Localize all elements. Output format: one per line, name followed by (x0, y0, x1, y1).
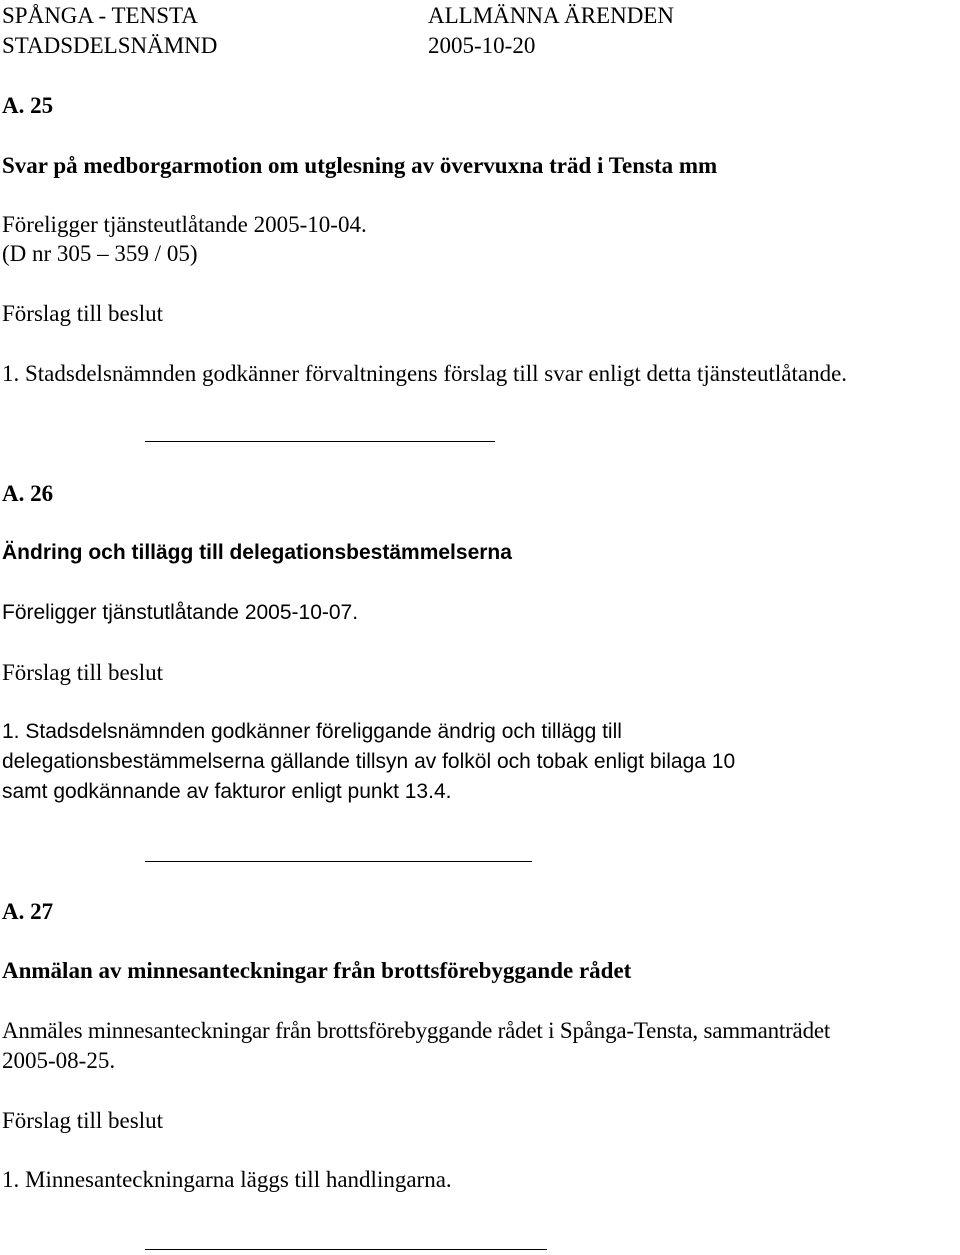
section-intro: Föreligger tjänstutlåtande 2005-10-07. (2, 601, 359, 624)
header-date: 2005-10-20 (428, 33, 536, 58)
decision-text: 1. Minnesanteckningarna läggs till handlingarna. (2, 1167, 452, 1192)
proposal-label: Förslag till beslut (2, 301, 163, 326)
header-right-line1: ALLMÄNNA ÄRENDEN (428, 3, 674, 28)
proposal-label: Förslag till beslut (2, 660, 163, 685)
separator-rule (145, 1249, 547, 1250)
section-number: A. 26 (2, 481, 54, 506)
decision-text: 1. Stadsdelsnämnden godkänner förvaltningens förslag till svar enligt detta tjänsteutlåtande. (2, 361, 848, 386)
section-intro: Föreligger tjänsteutlåtande 2005-10-04. (2, 212, 367, 237)
section-number: A. 27 (2, 899, 54, 924)
separator-rule (145, 861, 532, 862)
section-intro: Anmäles minnesanteckningar från brottsförebyggande rådet i Spånga-Tensta, sammanträdet (2, 1018, 831, 1043)
section-intro: 2005-08-25. (2, 1048, 116, 1073)
header-left-line1: SPÅNGA - TENSTA (2, 3, 198, 28)
decision-text: samt godkännande av fakturor enligt punkt 13.4. (2, 780, 452, 803)
section-number: A. 25 (2, 93, 54, 118)
section-title: Ändring och tillägg till delegationsbestämmelserna (2, 541, 512, 564)
section-title: Anmälan av minnesanteckningar från brottsförebyggande rådet (2, 958, 632, 983)
separator-rule (145, 441, 495, 442)
section-title: Svar på medborgarmotion om utglesning av övervuxna träd i Tensta mm (2, 153, 718, 178)
proposal-label: Förslag till beslut (2, 1108, 163, 1133)
decision-text: 1. Stadsdelsnämnden godkänner föreliggande ändrig och tillägg till (2, 720, 622, 743)
header-left-line2: STADSDELSNÄMND (2, 33, 218, 58)
section-intro: (D nr 305 – 359 / 05) (2, 241, 198, 266)
decision-text: delegationsbestämmelserna gällande tillsyn av folköl och tobak enligt bilaga 10 (2, 750, 736, 773)
